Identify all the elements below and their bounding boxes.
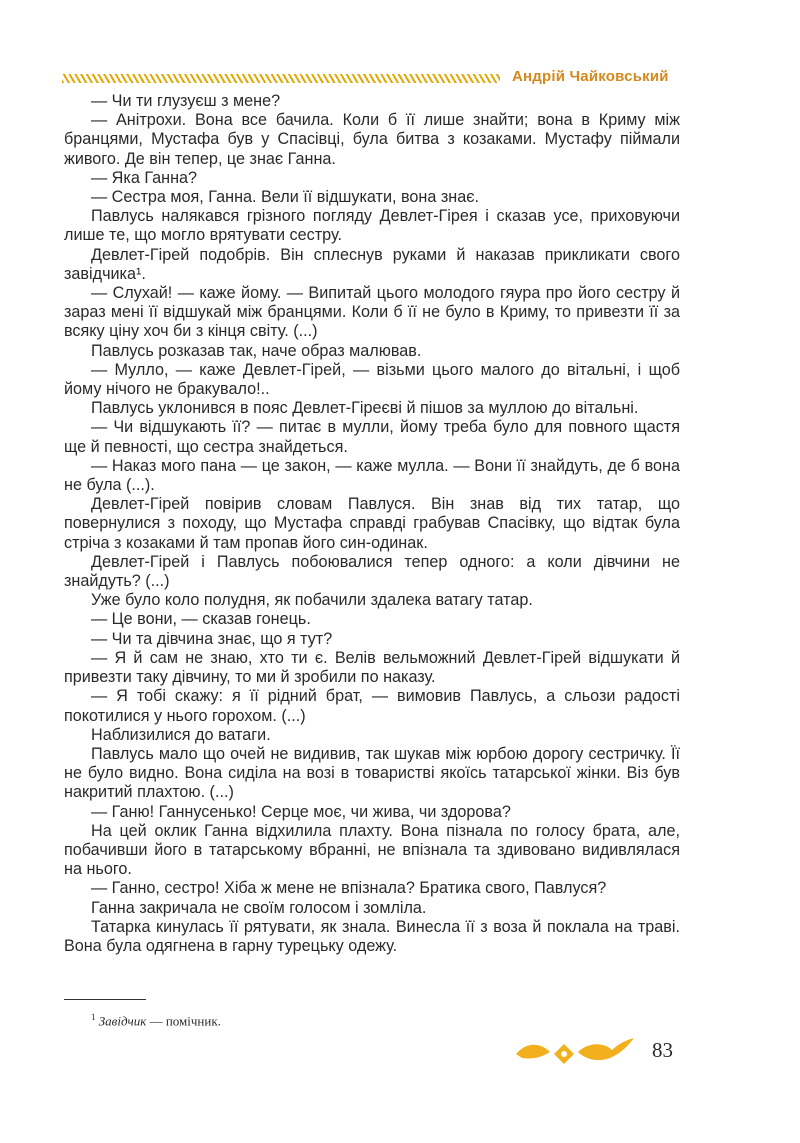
ornament-icon xyxy=(514,1034,638,1070)
footnote-definition: — помічник. xyxy=(146,1013,221,1029)
paragraph: Павлусь уклонився в пояс Девлет-Гіреєві й пішов за муллою до вітальні. xyxy=(91,399,639,418)
paragraph: Павлусь мало що очей не видивив, так шукав між юрбою дорогу сестричку. Її не було видно. Вона сиділа на возі в товаристві якоїсь татарської жінки. Віз був накритий плахтою. (...) xyxy=(64,744,680,802)
paragraph: — Чи та дівчина знає, що я тут? xyxy=(91,629,333,648)
footnote-marker: 1 xyxy=(91,1012,96,1022)
header-hatch-decoration xyxy=(62,74,500,83)
footnote-term: Завідчик xyxy=(98,1013,147,1029)
paragraph: — Мулло, — каже Девлет-Гірей, — візьми цього малого до вітальні, і щоб йому нічого не бракувало!.. xyxy=(64,360,680,399)
paragraph: — Анітрохи. Вона все бачила. Коли б її лише знайти; вона в Криму між бранцями, Мустафа був у Спасівці, була битва з козаками. Мустафу піймали живого. Де він тепер, це знає Ганна. xyxy=(64,111,680,168)
story-text xyxy=(64,92,680,956)
paragraph: Девлет-Гірей подобрів. Він сплеснув руками й наказав прикликати свого завідчика¹. xyxy=(64,245,680,283)
paragraph: — Слухай! — каже йому. — Випитай цього молодого гяура про його сестру й зараз мені її відшукай між бранцями. Коли б її не було в Криму, то привезти її за всяку ціну хоч би з кінця світу. (...) xyxy=(64,284,680,341)
paragraph: Ганна закричала не своїм голосом і зомліла. xyxy=(91,898,427,917)
paragraph: — Чи відшукають її? — питає в мулли, йому треба було для повного щастя ще й певності, що сестра знайдеться. xyxy=(64,418,680,456)
paragraph: — Ганю! Ганнусенько! Серце моє, чи жива, чи здорова? xyxy=(91,802,511,821)
paragraph: — Я тобі скажу: я її рідний брат, — вимовив Павлусь, а сльози радості покотилися у нього горохом. (...) xyxy=(64,687,680,725)
paragraph: — Наказ мого пана — це закон, — каже мулла. — Вони її знайдуть, де б вона не була (...). xyxy=(64,456,680,495)
paragraph: Наблизилися до ватаги. xyxy=(91,725,271,744)
paragraph: На цей оклик Ганна відхилила плахту. Вона пізнала по голосу брата, але, побачивши його в татарському вбранні, не впізнала та здивовано видивлялася на нього. xyxy=(64,821,680,879)
page-header xyxy=(0,0,800,100)
paragraph: Девлет-Гірей повірив словам Павлуся. Він знав від тих татар, що повернулися з походу, що Мустафа справді грабував Спасівку, що відтак була стріча з козаками й там пропав його син-одинак. xyxy=(64,495,680,552)
paragraph: Павлусь розказав так, наче образ малював. xyxy=(91,341,422,360)
footnote xyxy=(91,1012,491,1029)
author-name: Андрій Чайковський xyxy=(512,68,669,85)
paragraph: — Я й сам не знаю, хто ти є. Велів вельможний Девлет-Гірей відшукати й привезти таку дівчину, то ми й зробили по наказу. xyxy=(64,648,680,687)
footnote-divider xyxy=(64,999,146,1000)
paragraph: — Це вони, — сказав гонець. xyxy=(91,610,311,629)
paragraph: — Яка Ганна? xyxy=(91,168,198,187)
paragraph: — Ганно, сестро! Хіба ж мене не впізнала? Братика свого, Павлуся? xyxy=(91,879,607,898)
paragraph: — Чи ти глузуєш з мене? xyxy=(91,92,281,110)
paragraph: Павлусь налякався грізного погляду Девлет-Гірея і сказав усе, приховуючи лише те, що могло врятувати сестру. xyxy=(64,207,680,245)
paragraph: — Сестра моя, Ганна. Вели її відшукати, вона знає. xyxy=(91,188,479,207)
paragraph: Уже було коло полудня, як побачили здалека ватагу татар. xyxy=(91,591,533,610)
page-number: 83 xyxy=(652,1038,673,1062)
paragraph: Девлет-Гірей і Павлусь побоювалися тепер одного: а коли дівчини не знайдуть? (...) xyxy=(64,552,680,591)
paragraph: Татарка кинулась її рятувати, як знала. Винесла її з воза й поклала на траві. Вона була одягнена в гарну турецьку одежу. xyxy=(64,917,680,955)
